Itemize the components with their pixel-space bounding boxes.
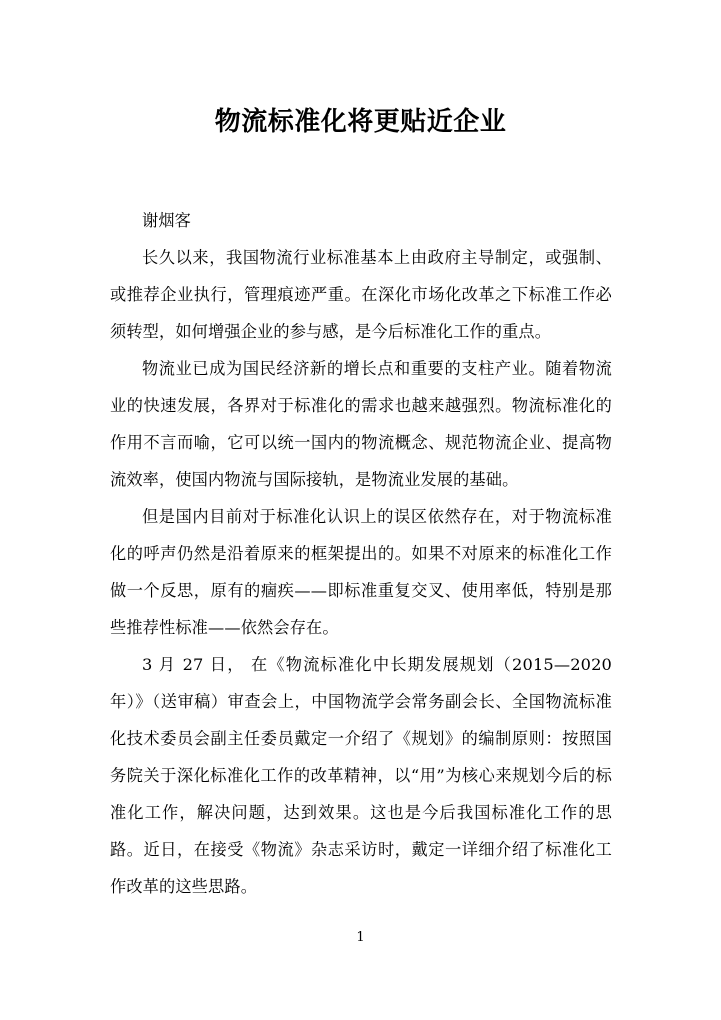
- body-paragraph-3: 但是国内目前对于标准化认识上的误区依然存在，对于物流标准化的呼声仍然是沿着原来的框架提出的。如果不对原来的标准化工作做一个反思，原有的痼疾——即标准重复交叉、使用率低，特别是那些推荐性标准——依然会存在。: [110, 507, 612, 637]
- page-title: 物流标准化将更贴近企业: [214, 107, 507, 138]
- body-paragraph-2: 物流业已成为国民经济新的增长点和重要的支柱产业。随着物流业的快速发展，各界对于标准化的需求也越来越强烈。物流标准化的作用不言而喻，它可以统一国内的物流概念、规范物流企业、提高物流效率，使国内物流与国际接轨，是物流业发展的基础。: [110, 359, 612, 489]
- body-paragraph-4: 3 月 27 日， 在《物流标准化中长期发展规划（2015—2020 年）》（送审稿）审查会上，中国物流学会常务副会长、全国物流标准化技术委员会副主任委员戴定一介绍了《规划》的编制原则：按照国务院关于深化标准化工作的改革精神，以“用”为核心来规划今后的标准化工作，解决问题，达到效果。这也是今后我国标准化工作的思路。近日，在接受《物流》杂志采访时，戴定一详细介绍了标准化工作改革的这些思路。: [110, 655, 612, 896]
- document-body: [110, 202, 612, 905]
- body-paragraph-1: 长久以来，我国物流行业标准基本上由政府主导制定，或强制、或推荐企业执行，管理痕迹严重。在深化市场化改革之下标准工作必须转型，如何增强企业的参与感，是今后标准化工作的重点。: [110, 248, 612, 341]
- author-byline: 谢烟客: [142, 211, 192, 230]
- page-number-footer: 1: [356, 930, 365, 945]
